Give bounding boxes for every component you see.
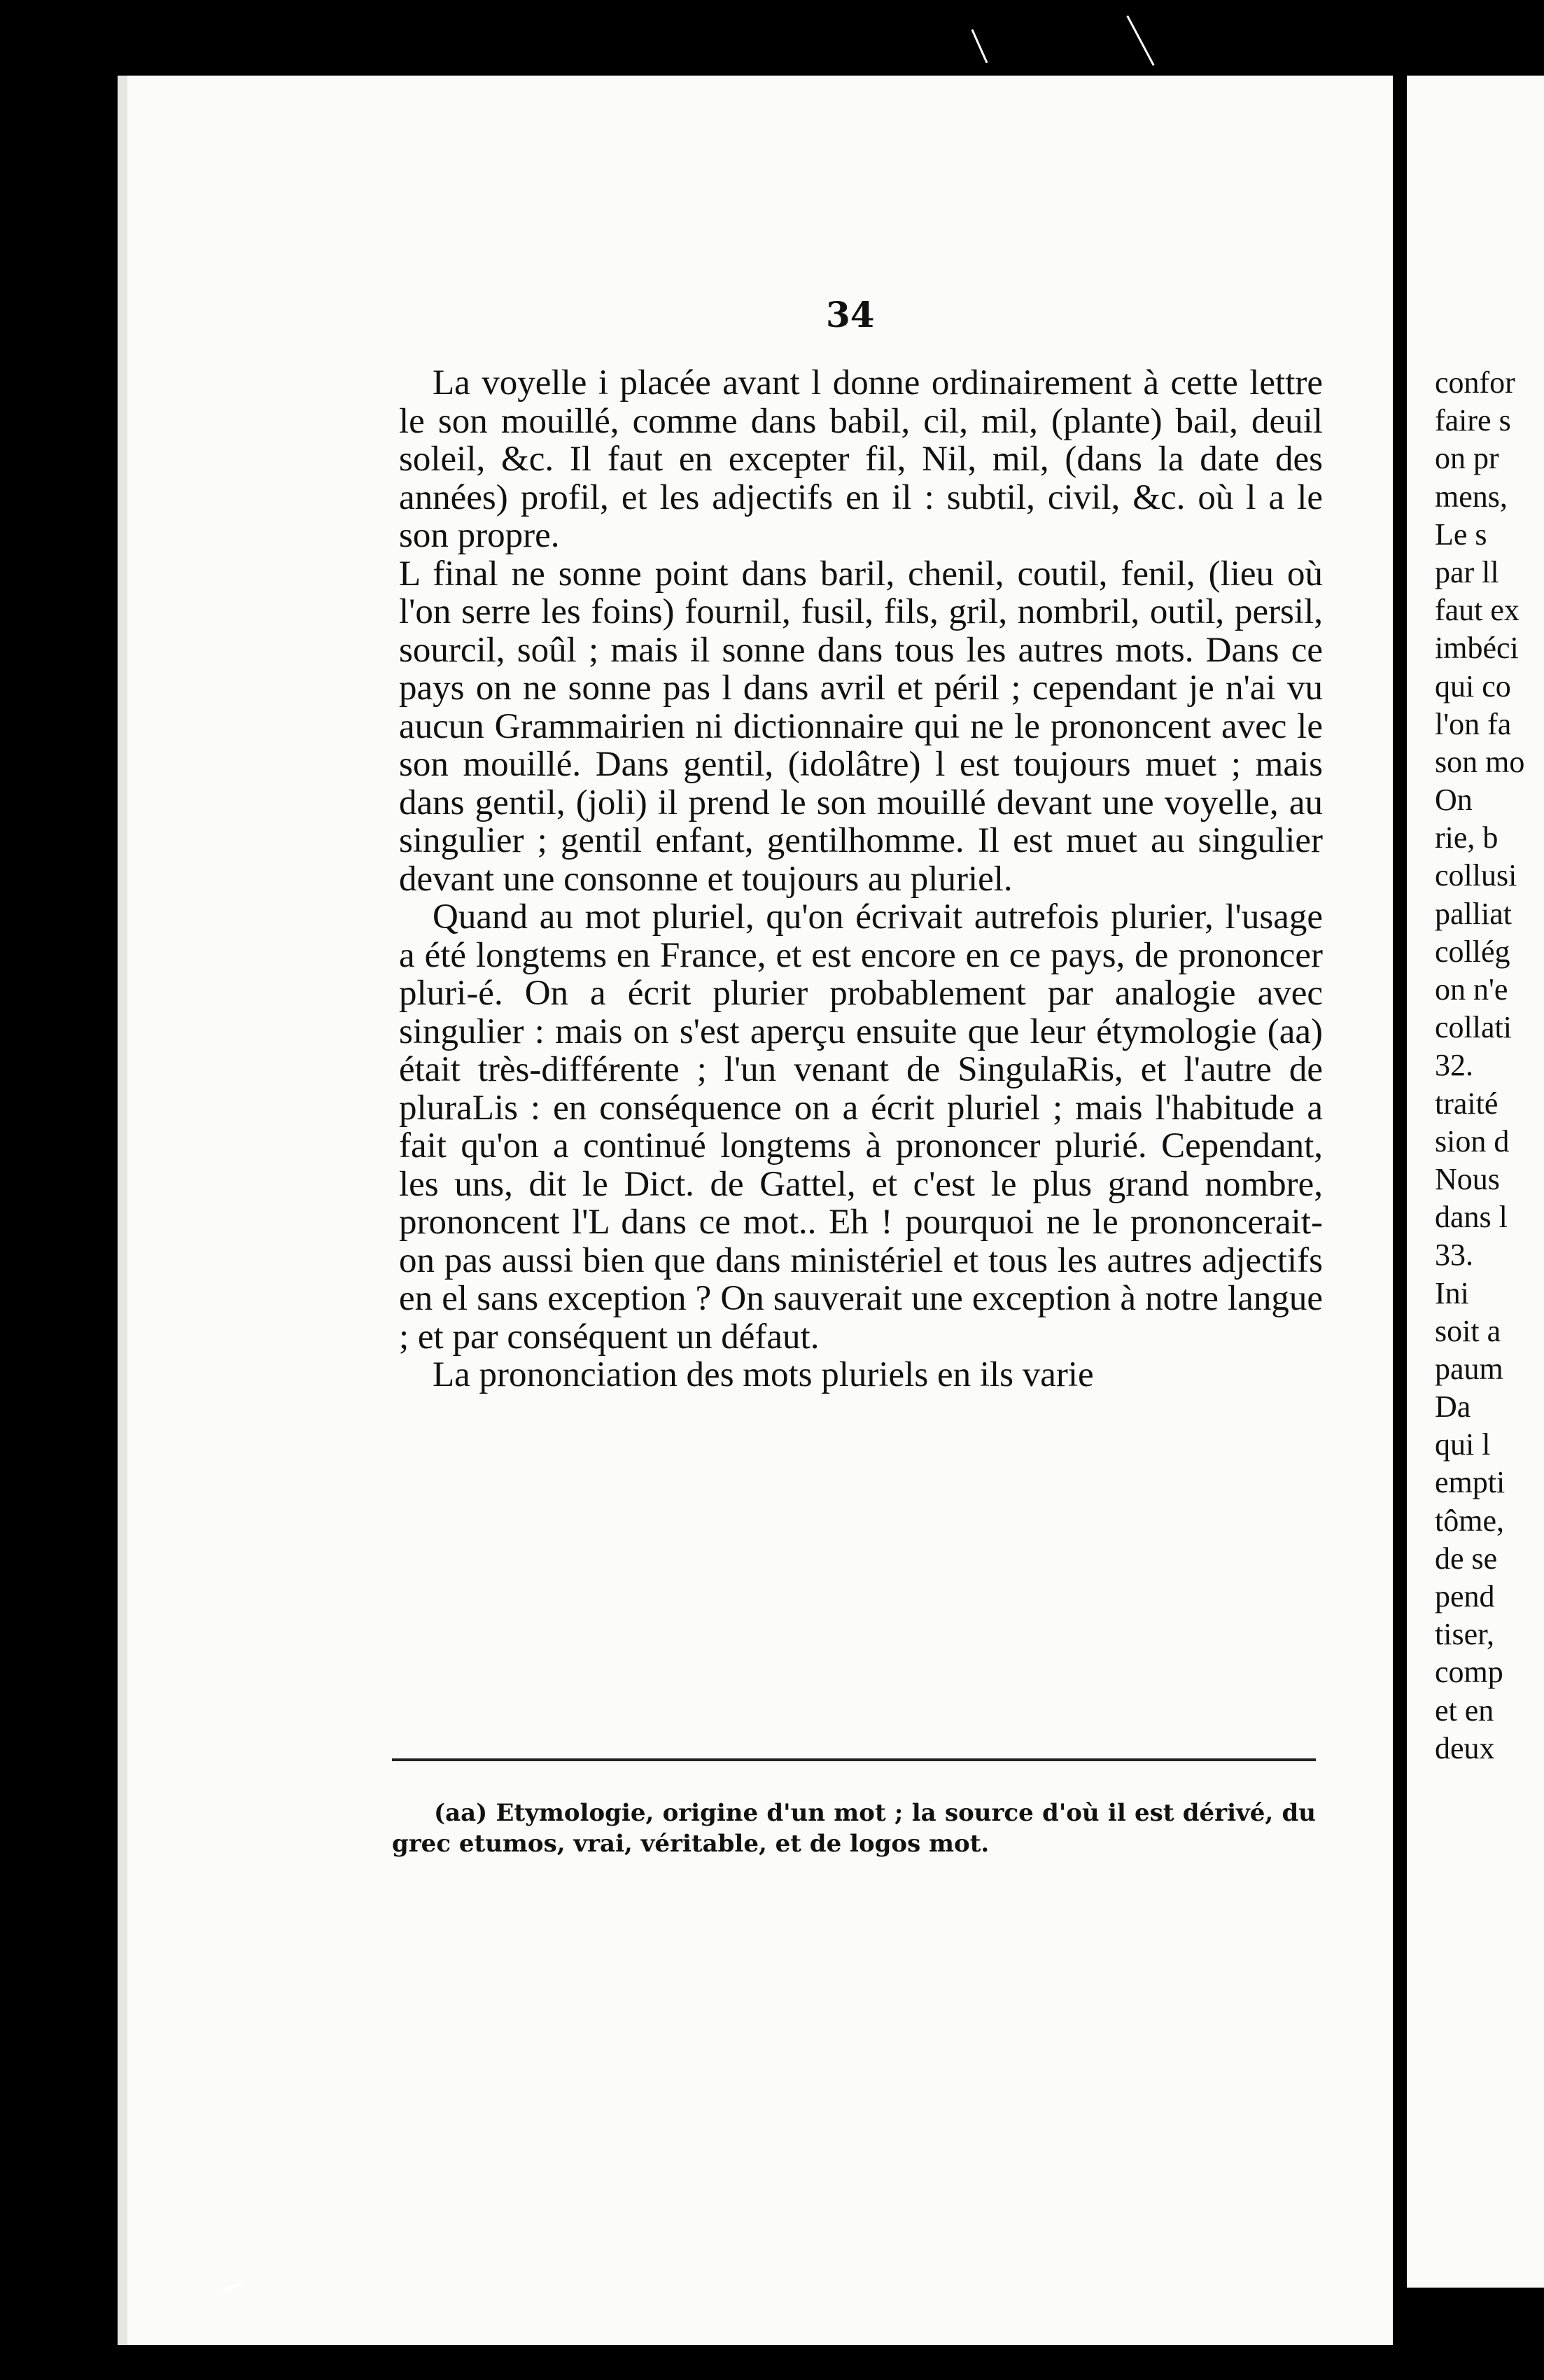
right-line: qui co [1435,668,1511,704]
right-line: palliat [1435,896,1512,931]
footnote [392,1798,1316,1859]
right-line: confor [1435,365,1515,400]
body-text [399,364,1323,1394]
right-line: faut ex [1435,593,1520,628]
right-line: dans l [1435,1200,1508,1235]
right-line: tôme, [1435,1503,1504,1538]
scan-mark-1 [971,29,988,64]
right-line: collég [1435,934,1510,969]
right-page-text [1435,364,1524,1768]
right-line: comp [1435,1655,1503,1690]
right-line: pend [1435,1579,1495,1614]
right-line: sion d [1435,1124,1510,1158]
right-line: soit a [1435,1313,1501,1348]
right-line: On [1435,783,1473,818]
right-line: Le s [1435,517,1487,552]
right-line: son mo [1435,744,1525,779]
right-line: faire s [1435,403,1511,438]
scan-mark-2 [1126,15,1154,66]
right-line: et en [1435,1693,1494,1728]
paragraph: La prononciation des mots pluriels en ils varie [433,1355,1094,1394]
right-line: tiser, [1435,1617,1494,1652]
right-line: collusi [1435,858,1517,893]
right-line: collati [1435,1010,1512,1045]
paragraph: Quand au mot pluriel, qu'on écrivait autrefois plurier, l'usage a été longtems en France, et est encore en ce pays, de prononcer pluri-é. On a écrit plurier probablement par analogie avec singulier : mais on s'est aperçu ensuite que leur étymologie (aa) était très-différente ; l'un venant de SingulaRis, et l'autre de pluraLis : en conséquence on a écrit pluriel ; mais l'habitude a fait qu'on a continué longtems à prononcer plurié. Cependant, les uns, dit le Dict. de Gattel, et c'est le plus grand nombre, prononcent l'L dans ce mot.. Eh ! pourquoi ne le prononcerait-on pas aussi bien que dans ministériel et tous les autres adjectifs en el sans exception ? On sauverait une exception à notre langue ; et par conséquent un défaut. [399,897,1323,1357]
right-line: par ll [1435,554,1499,589]
page-number: 34 [826,294,875,335]
right-line: on pr [1435,441,1499,476]
right-line: empti [1435,1465,1506,1500]
paragraph: L final ne sonne point dans baril, chenil, coutil, fenil, (lieu où l'on serre les foins) fournil, fusil, fils, gril, nombril, outil, persil, sourcil, soûl ; mais il sonne dans tous les autres mots. Dans ce pays on ne sonne pas l dans avril et péril ; cependant je n'ai vu aucun Grammairien ni dictionnaire qui ne le prononcent avec le son mouillé. Dans gentil, (idolâtre) l est toujours muet ; mais dans gentil, (joli) il prend le son mouillé devant une voyelle, au singulier ; gentil enfant, gentilhomme. Il est muet au singulier devant une consonne et toujours au pluriel. [399,554,1323,899]
right-line: de se [1435,1541,1498,1576]
footnote-rule [392,1758,1316,1761]
right-line: Nous [1435,1161,1500,1196]
footnote-text: (aa) Etymologie, origine d'un mot ; la source d'où il est dérivé, du grec etumos, vrai, véritable, et de logos mot. [392,1799,1316,1858]
right-line: Da [1435,1390,1471,1424]
right-line: 32. [1435,1048,1473,1083]
right-line: l'on fa [1435,706,1512,741]
right-line: traité [1435,1086,1499,1121]
right-line: mens, [1435,479,1508,514]
right-line: rie, b [1435,820,1499,855]
right-line: deux [1435,1730,1495,1765]
right-line: 33. [1435,1238,1473,1273]
right-line: paum [1435,1351,1503,1386]
page-gutter [1393,76,1407,2316]
right-line: Ini [1435,1275,1469,1310]
paragraph: La voyelle i placée avant l donne ordinairement à cette lettre le son mouillé, comme dans babil, cil, mil, (plante) bail, deuil soleil, &c. Il faut en excepter fil, Nil, mil, (dans la date des années) profil, et les adjectifs en il : subtil, civil, &c. où l a le son propre. [399,363,1323,555]
right-line: qui l [1435,1427,1491,1462]
right-line: imbéci [1435,631,1519,666]
right-line: on n'e [1435,972,1508,1007]
